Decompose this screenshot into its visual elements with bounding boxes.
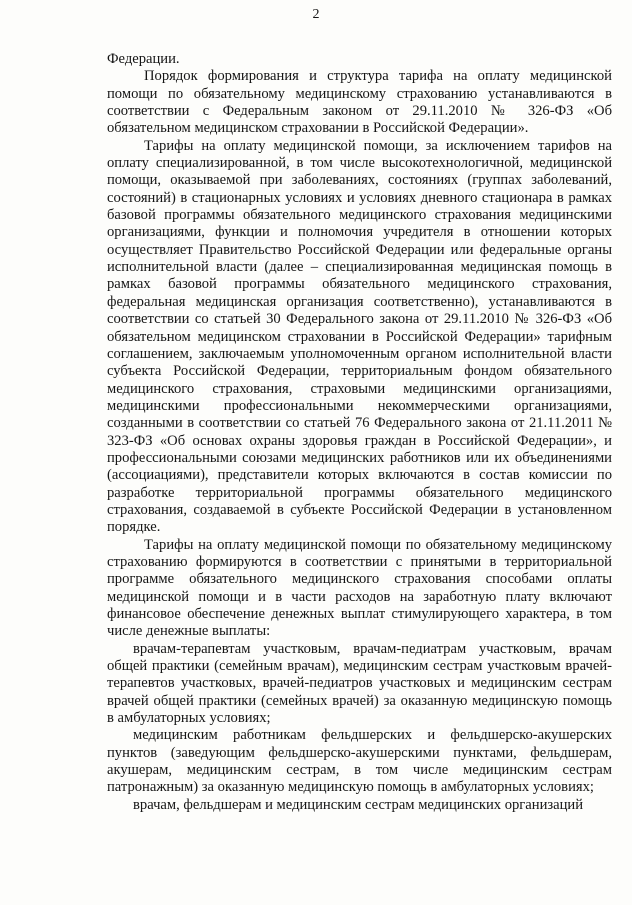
list-item-district-doctors: врачам-терапевтам участковым, врачам-педиатрам участковым, врачам общей практики (семейным врачам), медицинским сестрам участковым врачей-терапевтов участковых, врачей-педиатров участковых и медицинским сестрам врачей общей практики (семейных врачей) за оказанную медицинскую помощь в амбулаторных условиях; [107, 640, 612, 727]
list-item-medical-organizations: врачам, фельдшерам и медицинским сестрам медицинских организаций [133, 796, 584, 813]
page-number: 2 [312, 7, 320, 22]
paragraph-tariff-structure: Порядок формирования и структура тарифа на оплату медицинской помощи по обязательному медицинскому страхованию устанавливаются в соответствии с Федеральным законом от 29.11.2010 № 326-ФЗ «Об обязательном медицинском страховании в Российской Федерации». [107, 68, 612, 137]
paragraph-tariff-formation: Тарифы на оплату медицинской помощи по обязательному медицинскому страхованию формируются в соответствии с принятыми в территориальной программе обязательного медицинского страхования способами оплаты медицинской помощи и в части расходов на заработную плату включают финансовое обеспечение денежных выплат стимулирующего характера, в том числе денежные выплаты: [107, 536, 612, 640]
document-body [107, 51, 612, 814]
paragraph-continuation: Федерации. [107, 51, 180, 67]
list-item-feldsher-points: медицинским работникам фельдшерских и фельдшерско-акушерских пунктов (заведующим фельдшерско-акушерскими пунктами, фельдшерам, акушерам, медицинским сестрам, в том числе медицинским сестрам патронажным) за оказанную медицинскую помощь в амбулаторных условиях; [107, 727, 612, 796]
paragraph-tariff-establishment: Тарифы на оплату медицинской помощи, за исключением тарифов на оплату специализированной, в том числе высокотехнологичной, медицинской помощи, оказываемой при заболеваниях, состояниях (группах заболеваний, состояний) в стационарных условиях и условиях дневного стационара в рамках базовой программы обязательного медицинского страхования медицинскими организациями, функции и полномочия учредителя в отношении которых осуществляет Правительство Российской Федерации или федеральные органы исполнительной власти (далее – специализированная медицинская помощь в рамках базовой программы обязательного медицинского страхования, федеральная медицинская организация соответственно), устанавливаются в соответствии со статьей 30 Федерального закона от 29.11.2010 № 326-ФЗ «Об обязательном медицинском страховании в Российской Федерации» тарифным соглашением, заключаемым уполномоченным органом исполнительной власти субъекта Российской Федерации, территориальным фондом обязательного медицинского страхования, страховыми медицинскими организациями, медицинскими профессиональными некоммерческими организациями, созданными в соответствии со статьей 76 Федерального закона от 21.11.2011 № 323-ФЗ «Об основах охраны здоровья граждан в Российской Федерации», и профессиональными союзами медицинских работников или их объединениями (ассоциациями), представители которых включаются в состав комиссии по разработке территориальной программы обязательного медицинского страхования, создаваемой в субъекте Российской Федерации в установленном порядке. [107, 137, 612, 536]
